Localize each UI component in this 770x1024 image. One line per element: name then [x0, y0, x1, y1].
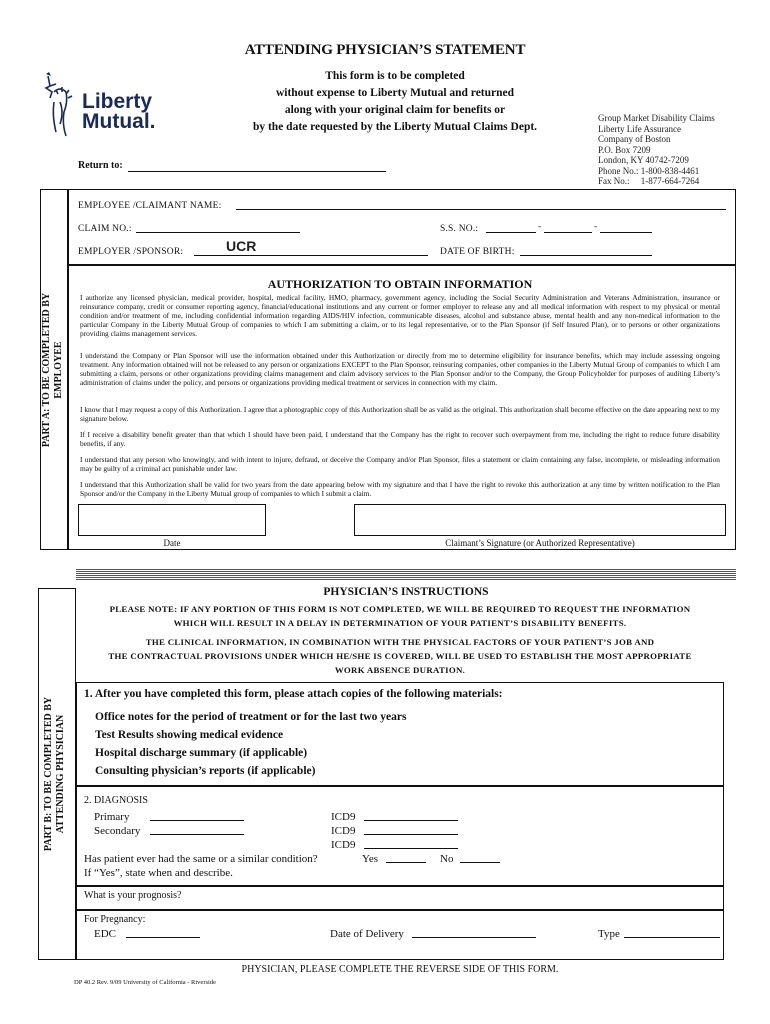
icd9-field-2[interactable]: [364, 821, 458, 835]
icd9-field-3[interactable]: [364, 835, 458, 849]
type-label: Type: [598, 928, 620, 940]
claimant-signature-box[interactable]: [354, 504, 726, 536]
auth-paragraph-5: I understand that any person who knowingly, and with intent to injure, defraud, or deceive the Company and/or Plan Sponsor, files a statement or claim containing any false, incomplete, or misleading information may be guilty of a criminal act punishable under law.: [80, 455, 720, 473]
statue-of-liberty-icon: [40, 72, 84, 138]
instruction-note-line-3: THE CLINICAL INFORMATION, IN COMBINATION WITH THE PHYSICAL FACTORS OF YOUR PATIENT’S JOB AND: [145, 637, 655, 647]
dob-label: DATE OF BIRTH:: [440, 247, 515, 257]
reverse-side-note: PHYSICIAN, PLEASE COMPLETE THE REVERSE SIDE OF THIS FORM.: [241, 964, 559, 975]
logo-text-liberty: Liberty: [82, 90, 153, 113]
date-of-delivery-label: Date of Delivery: [330, 928, 404, 940]
ssn-field-part2[interactable]: [544, 219, 592, 233]
material-item-consulting-reports: Consulting physician’s reports (if applicable): [95, 765, 316, 777]
instruction-note-line-2: WHICH WILL RESULT IN A DELAY IN DETERMINATION OF YOUR PATIENT’S DISABILITY BENEFITS.: [173, 618, 627, 628]
claim-no-field[interactable]: [136, 219, 300, 233]
edc-field[interactable]: [126, 924, 200, 938]
same-condition-question: Has patient ever had the same or a similar condition?: [84, 853, 318, 865]
auth-paragraph-1: I authorize any licensed physician, medical provider, hospital, medical facility, HMO, pharmacy, government agency, including the Social Security Administration and Veterans Administration, insurance or reinsurance company, credit or consumer reporting agency, financial/educational institutions and any current or former employer to release any and all medical information with respect to my physical or mental condition and/or treatment of me, including confidential information regarding AIDS/HIV infection, communicable diseases, alcohol and substance abuse, mental health and any non-medical information to the particular Company in the Liberty Mutual Group of companies to which I am submitting a claim, or to its legal representative, or to the Plan Sponsor (if Self Insured Plan), or to persons or other organizations providing claims management services.: [80, 293, 720, 338]
section-divider-stripe: [76, 568, 736, 580]
secondary-label: Secondary: [94, 825, 141, 837]
physician-instructions-title: PHYSICIAN’S INSTRUCTIONS: [323, 586, 489, 598]
employer-label: EMPLOYER /SPONSOR:: [78, 247, 184, 257]
type-field[interactable]: [624, 924, 720, 938]
form-subtitle: This form is to be completed without expense to Liberty Mutual and returned along with your original claim for benefits or by the date requested by the Liberty Mutual Claims Dept.: [252, 70, 538, 133]
yes-answer-field[interactable]: [386, 849, 426, 863]
ssn-dash-1: -: [538, 222, 542, 232]
dob-field[interactable]: [520, 242, 652, 256]
yes-label: Yes: [362, 853, 379, 865]
secondary-diagnosis-field[interactable]: [150, 821, 244, 835]
no-label: No: [440, 853, 454, 865]
no-answer-field[interactable]: [460, 849, 500, 863]
material-item-discharge-summary: Hospital discharge summary (if applicable): [95, 747, 308, 759]
ssn-label: S.S. NO.:: [440, 224, 479, 234]
liberty-mutual-logo: [40, 72, 180, 142]
primary-label: Primary: [94, 811, 130, 823]
authorization-title: AUTHORIZATION TO OBTAIN INFORMATION: [267, 277, 533, 291]
form-title: ATTENDING PHYSICIAN’S STATEMENT: [244, 42, 526, 58]
icd9-label-2: ICD9: [331, 825, 356, 837]
edc-label: EDC: [94, 928, 116, 940]
part-a-side-label: PART A: TO BE COMPLETED BY EMPLOYEE: [41, 292, 64, 448]
icd9-label-1: ICD9: [331, 811, 356, 823]
prognosis-label: What is your prognosis?: [84, 890, 182, 901]
date-label: Date: [163, 538, 181, 548]
employer-value[interactable]: UCR: [226, 238, 257, 254]
instruction-note-line-5: WORK ABSENCE DURATION.: [334, 665, 466, 675]
diagnosis-heading: 2. DIAGNOSIS: [84, 795, 148, 806]
date-of-delivery-field[interactable]: [412, 924, 536, 938]
icd9-label-3: ICD9: [331, 839, 356, 851]
icd9-field-1[interactable]: [364, 807, 458, 821]
instruction-note-line-4: THE CONTRACTUAL PROVISIONS UNDER WHICH HE/SHE IS COVERED, WILL BE USED TO ESTABLISH THE MOST APPROPRIATE: [108, 651, 692, 661]
material-item-office-notes: Office notes for the period of treatment or for the last two years: [95, 711, 407, 723]
auth-paragraph-4: If I receive a disability benefit greater than that which I should have been paid, I understand that the Company has the right to recover such overpayment from me, including the right to reduce future disability benefits, if any.: [80, 430, 720, 448]
form-id: DP 40.2 Rev. 9/09 University of California - Riverside: [74, 979, 216, 986]
ssn-field-part1[interactable]: [486, 219, 536, 233]
logo-text-mutual: Mutual.: [82, 110, 156, 133]
part-b-side-label: PART B: TO BE COMPLETED BY ATTENDING PHYSICIAN: [43, 696, 66, 852]
if-yes-label: If “Yes”, state when and describe.: [84, 867, 233, 879]
auth-paragraph-6: I understand that this Authorization shall be valid for two years from the date appearing below with my signature and that I have the right to revoke this authorization at any time by written notification to the Plan Sponsor and/or the Company in the Liberty Mutual group of companies to which I submit a claim.: [80, 480, 720, 498]
materials-heading: 1. After you have completed this form, please attach copies of the following materials:: [84, 688, 503, 700]
auth-paragraph-2: I understand the Company or Plan Sponsor will use the information obtained under this Authorization or directly from me to determine eligibility for insurance benefits, which may include assessing ongoing treatment. Any information obtained will not be released to any person or organizations EXCEPT to the Plan Sponsor, reinsuring companies, other companies in the Liberty Mutual Group of companies to which I am submitting a claim, persons or other organizations providing claims management and claim advisory services to the Plan Sponsor and/or to the Company, the Group Policyholder for purposes of auditing Liberty’s administration of claims under the policy, and persons or organizations providing medical treatment or services in connection with my claim.: [80, 351, 720, 387]
return-to-label: Return to:: [78, 160, 123, 171]
ssn-dash-2: -: [594, 222, 598, 232]
claims-address: Group Market Disability Claims Liberty Life Assurance Company of Boston P.O. Box 7209 London, KY 40742-7209 Phone No.: 1-800-838-4461 Fax No.: 1-877-664-7264: [598, 113, 715, 186]
claim-no-label: CLAIM NO.:: [78, 224, 132, 234]
pregnancy-label: For Pregnancy:: [84, 914, 146, 925]
return-to-field[interactable]: [128, 158, 386, 172]
employee-name-label: EMPLOYEE /CLAIMANT NAME:: [78, 201, 222, 211]
material-item-test-results: Test Results showing medical evidence: [95, 729, 284, 741]
instruction-note-line-1: PLEASE NOTE: IF ANY PORTION OF THIS FORM IS NOT COMPLETED, WE WILL BE REQUIRED TO REQUEST THE INFORMATION: [109, 604, 691, 614]
claimant-signature-label: Claimant’s Signature (or Authorized Representative): [445, 538, 635, 548]
primary-diagnosis-field[interactable]: [150, 807, 244, 821]
date-signature-box[interactable]: [78, 504, 266, 536]
auth-paragraph-3: I know that I may request a copy of this Authorization. I agree that a photographic copy of this Authorization shall be as valid as the original. This authorization shall become effective on the date appearing next to my signature below.: [80, 405, 720, 423]
ssn-field-part3[interactable]: [600, 219, 652, 233]
employee-name-field[interactable]: [236, 196, 726, 210]
